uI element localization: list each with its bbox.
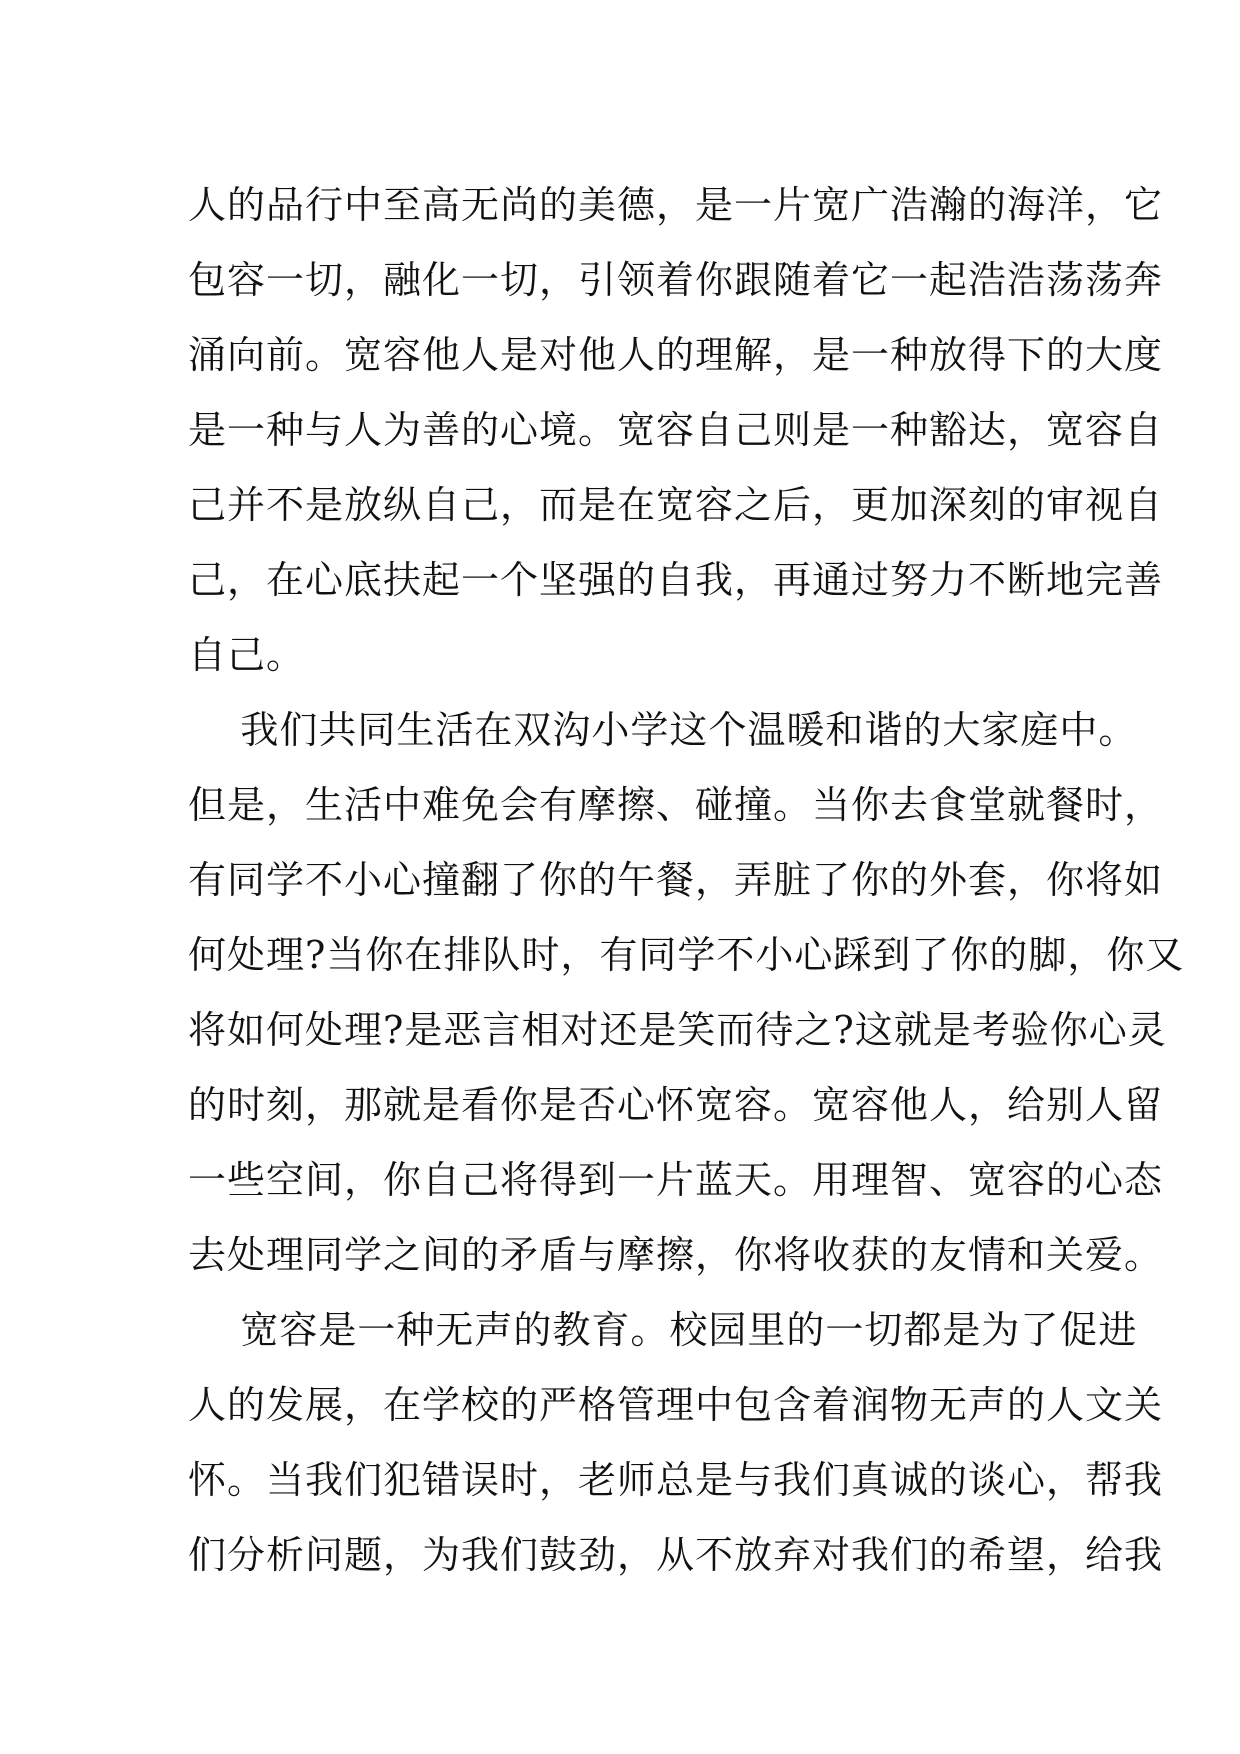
text-line: 人的品行中至高无尚的美德，是一片宽广浩瀚的海洋，它: [188, 183, 1164, 227]
text-line: 包容一切，融化一切，引领着你跟随着它一起浩浩荡荡奔: [188, 258, 1164, 302]
text-line: 去处理同学之间的矛盾与摩擦，你将收获的友情和关爱。: [188, 1233, 1164, 1277]
text-line: 何处理?当你在排队时，有同学不小心踩到了你的脚，你又: [188, 933, 1185, 977]
text-line: 是一种与人为善的心境。宽容自己则是一种豁达，宽容自: [188, 408, 1164, 452]
text-line: 涌向前。宽容他人是对他人的理解，是一种放得下的大度: [188, 333, 1164, 377]
text-line: 己并不是放纵自己，而是在宽容之后，更加深刻的审视自: [188, 483, 1164, 527]
document-body: [188, 168, 1185, 1593]
text-line: 己，在心底扶起一个坚强的自我，再通过努力不断地完善: [188, 558, 1164, 602]
text-line: 将如何处理?是恶言相对还是笑而待之?这就是考验你心灵: [188, 1008, 1167, 1052]
text-line: 怀。当我们犯错误时，老师总是与我们真诚的谈心，帮我: [188, 1458, 1164, 1502]
text-line: 有同学不小心撞翻了你的午餐，弄脏了你的外套，你将如: [188, 858, 1164, 902]
text-line: 我们共同生活在双沟小学这个温暖和谐的大家庭中。: [188, 708, 1138, 752]
text-line: 自己。: [188, 633, 306, 677]
text-line: 人的发展，在学校的严格管理中包含着润物无声的人文关: [188, 1383, 1164, 1427]
text-line: 宽容是一种无声的教育。校园里的一切都是为了促进: [188, 1308, 1138, 1352]
text-line: 们分析问题，为我们鼓劲，从不放弃对我们的希望，给我: [188, 1533, 1164, 1577]
text-line: 但是，生活中难免会有摩擦、碰撞。当你去食堂就餐时，: [188, 783, 1164, 827]
text-line: 的时刻，那就是看你是否心怀宽容。宽容他人，给别人留: [188, 1083, 1164, 1127]
text-line: 一些空间，你自己将得到一片蓝天。用理智、宽容的心态: [188, 1158, 1164, 1202]
